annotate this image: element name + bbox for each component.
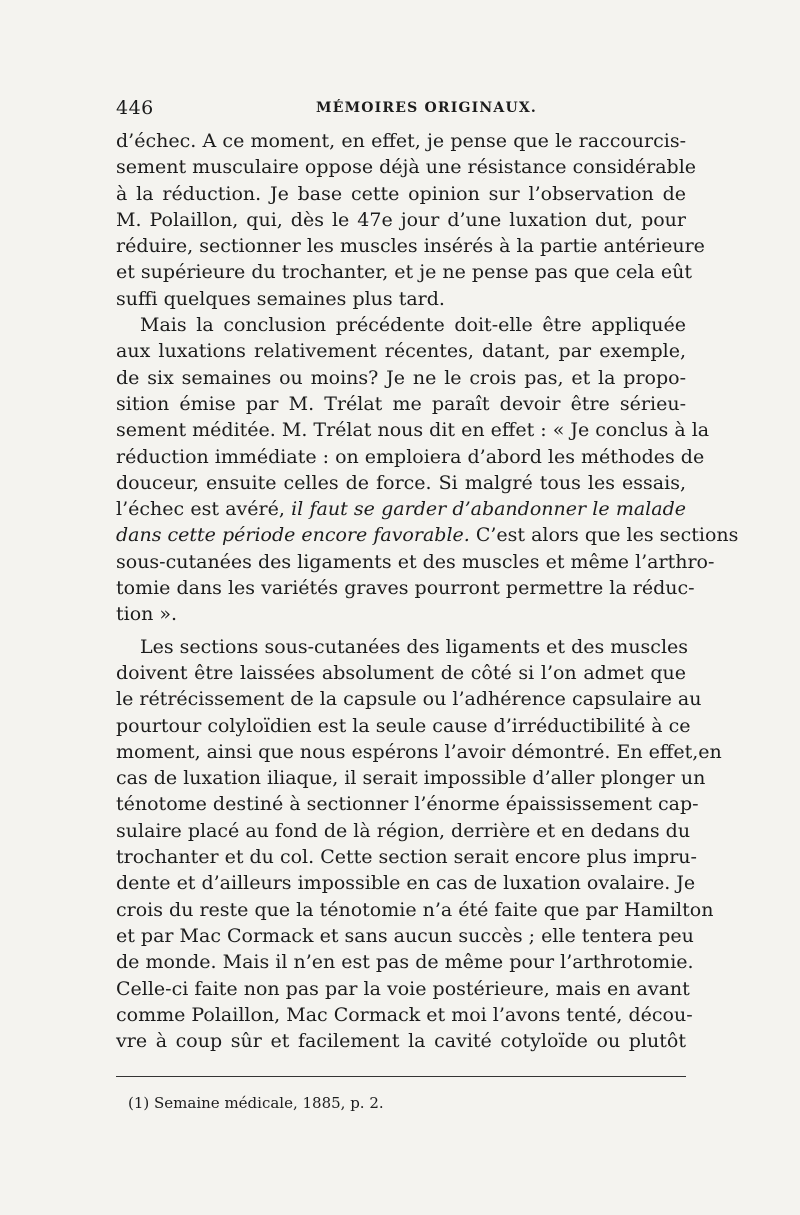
page-number: 446 <box>116 97 154 119</box>
text-line: doivent être laissées absolument de côté si l’on admet que <box>116 661 686 684</box>
italic-quote: il faut se garder d’abandonner le malade <box>291 498 686 521</box>
text-line: Celle-ci faite non pas par la voie postérieure, mais en avant <box>116 977 690 1000</box>
text-line: vre à coup sûr et facilement la cavité cotyloïde ou plutôt <box>116 1030 686 1053</box>
text-line: de monde. Mais il n’en est pas de même pour l’arthrotomie. <box>116 951 694 974</box>
text-line: réduction immédiate : on emploiera d’abord les méthodes de <box>116 445 705 468</box>
text-line: Les sections sous-cutanées des ligaments et des muscles <box>140 635 689 658</box>
text-line: dente et d’ailleurs impossible en cas de luxation ovalaire. Je <box>116 872 696 895</box>
text-line: sement méditée. M. Trélat nous dit en effet : « Je conclus à la <box>116 419 710 442</box>
text-line: sement musculaire oppose déjà une résistance considérable <box>116 156 697 179</box>
text-line: crois du reste que la ténotomie n’a été faite que par Hamilton <box>116 898 714 921</box>
text-line: réduire, sectionner les muscles insérés à la partie antérieure <box>116 235 705 258</box>
footnote-rule <box>116 1076 686 1077</box>
text-line: l’échec est avéré, il faut se garder d’abandonner le malade <box>116 498 686 521</box>
text-line: et supérieure du trochanter, et je ne pense pas que cela eût <box>116 261 693 284</box>
text-line: d’échec. A ce moment, en effet, je pense que le raccourcis- <box>116 130 686 152</box>
text-line: de six semaines ou moins? Je ne le crois pas, et la propo- <box>116 366 686 389</box>
text-line: suffi quelques semaines plus tard. <box>116 287 445 310</box>
text-line: douceur, ensuite celles de force. Si malgré tous les essais, <box>116 471 686 494</box>
text-line: moment, ainsi que nous espérons l’avoir démontré. En effet,en <box>116 740 722 763</box>
running-title: MÉMOIRES ORIGINAUX. <box>316 100 537 116</box>
text-line: tion ». <box>116 603 178 626</box>
text-line: sous-cutanées des ligaments et des muscles et même l’arthro- <box>116 550 715 573</box>
italic-quote: dans cette période encore favorable. <box>116 524 470 547</box>
text-line: à la réduction. Je base cette opinion sur l’observation de <box>116 182 686 205</box>
text-line: le rétrécissement de la capsule ou l’adhérence capsulaire au <box>116 688 702 711</box>
text-line: aux luxations relativement récentes, datant, par exemple, <box>116 340 686 363</box>
text-line: tomie dans les variétés graves pourront permettre la réduc- <box>116 577 695 600</box>
text-line: cas de luxation iliaque, il serait impossible d’aller plonger un <box>116 767 706 790</box>
footnote: (1) Semaine médicale, 1885, p. 2. <box>128 1094 384 1112</box>
text-line: M. Polaillon, qui, dès le 47e jour d’une luxation dut, pour <box>116 208 686 231</box>
text-line: pourtour colyloïdien est la seule cause d’irréductibilité à ce <box>116 714 691 737</box>
text-line: ténotome destiné à sectionner l’énorme épaississement cap- <box>116 793 699 816</box>
text-line: comme Polaillon, Mac Cormack et moi l’avons tenté, décou- <box>116 1003 693 1026</box>
text-line: sulaire placé au fond de là région, derrière et en dedans du <box>116 819 691 842</box>
text-line: sition émise par M. Trélat me paraît devoir être sérieu- <box>116 392 686 415</box>
text-line: et par Mac Cormack et sans aucun succès ; elle tentera peu <box>116 924 694 947</box>
text-line: trochanter et du col. Cette section serait encore plus impru- <box>116 846 697 869</box>
text-line: Mais la conclusion précédente doit-elle être appliquée <box>140 314 686 337</box>
body-text <box>116 128 739 1054</box>
text-line: dans cette période encore favorable. C’est alors que les sections <box>116 524 739 547</box>
running-head <box>116 97 686 121</box>
